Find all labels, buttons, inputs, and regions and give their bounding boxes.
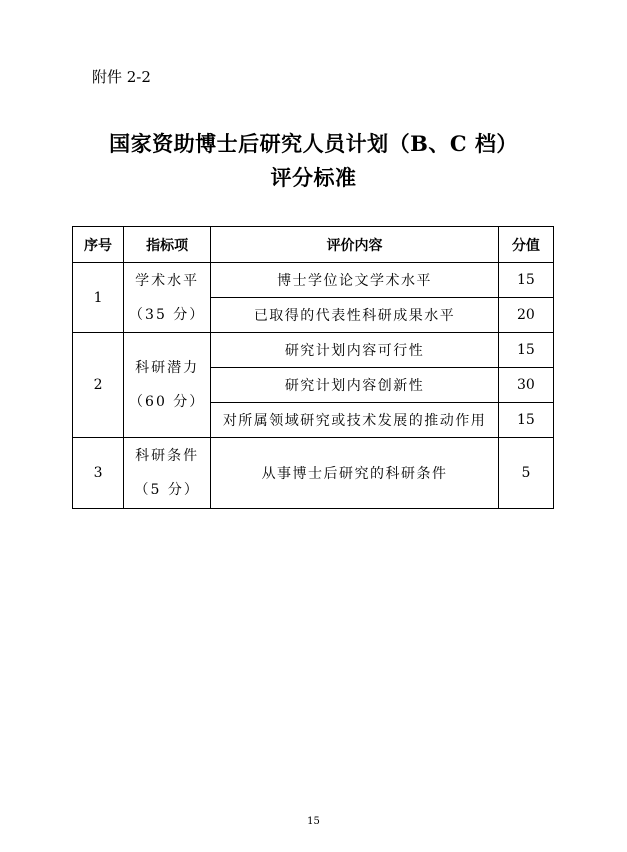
header-score: 分值	[498, 227, 553, 263]
row-indicator	[124, 263, 211, 333]
row-content: 研究计划内容创新性	[211, 368, 499, 403]
row-score: 30	[498, 368, 553, 403]
row-no: 3	[73, 438, 124, 509]
table-row	[73, 438, 554, 509]
row-score: 15	[498, 333, 553, 368]
indicator-weight: （35 分）	[129, 306, 206, 323]
table-header-row	[73, 227, 554, 263]
table-row	[73, 263, 554, 298]
header-indicator: 指标项	[124, 227, 211, 263]
attachment-label: 附件 2-2	[92, 68, 151, 86]
row-content: 已取得的代表性科研成果水平	[211, 298, 499, 333]
row-content: 从事博士后研究的科研条件	[211, 438, 499, 509]
row-indicator	[124, 438, 211, 509]
table-row	[73, 333, 554, 368]
indicator-weight: （60 分）	[129, 394, 206, 410]
row-score: 20	[498, 298, 553, 333]
indicator-name: 科研潜力	[135, 360, 200, 376]
row-content: 对所属领域研究或技术发展的推动作用	[211, 403, 499, 438]
scoring-table	[72, 226, 554, 509]
row-score: 15	[498, 263, 553, 298]
row-content: 博士学位论文学术水平	[211, 263, 499, 298]
page-number: 15	[307, 816, 320, 827]
header-no: 序号	[73, 227, 124, 263]
row-indicator	[124, 333, 211, 438]
indicator-weight: （5 分）	[134, 482, 200, 498]
row-no: 1	[73, 263, 124, 333]
row-no: 2	[73, 333, 124, 438]
page-subtitle: 评分标准	[270, 165, 357, 190]
row-score: 15	[498, 403, 553, 438]
indicator-name: 科研条件	[135, 448, 200, 464]
row-score: 5	[498, 438, 553, 509]
row-content: 研究计划内容可行性	[211, 333, 499, 368]
indicator-name: 学术水平	[135, 272, 200, 289]
header-content: 评价内容	[211, 227, 499, 263]
page-title: 国家资助博士后研究人员计划（B、C 档）	[109, 131, 518, 156]
